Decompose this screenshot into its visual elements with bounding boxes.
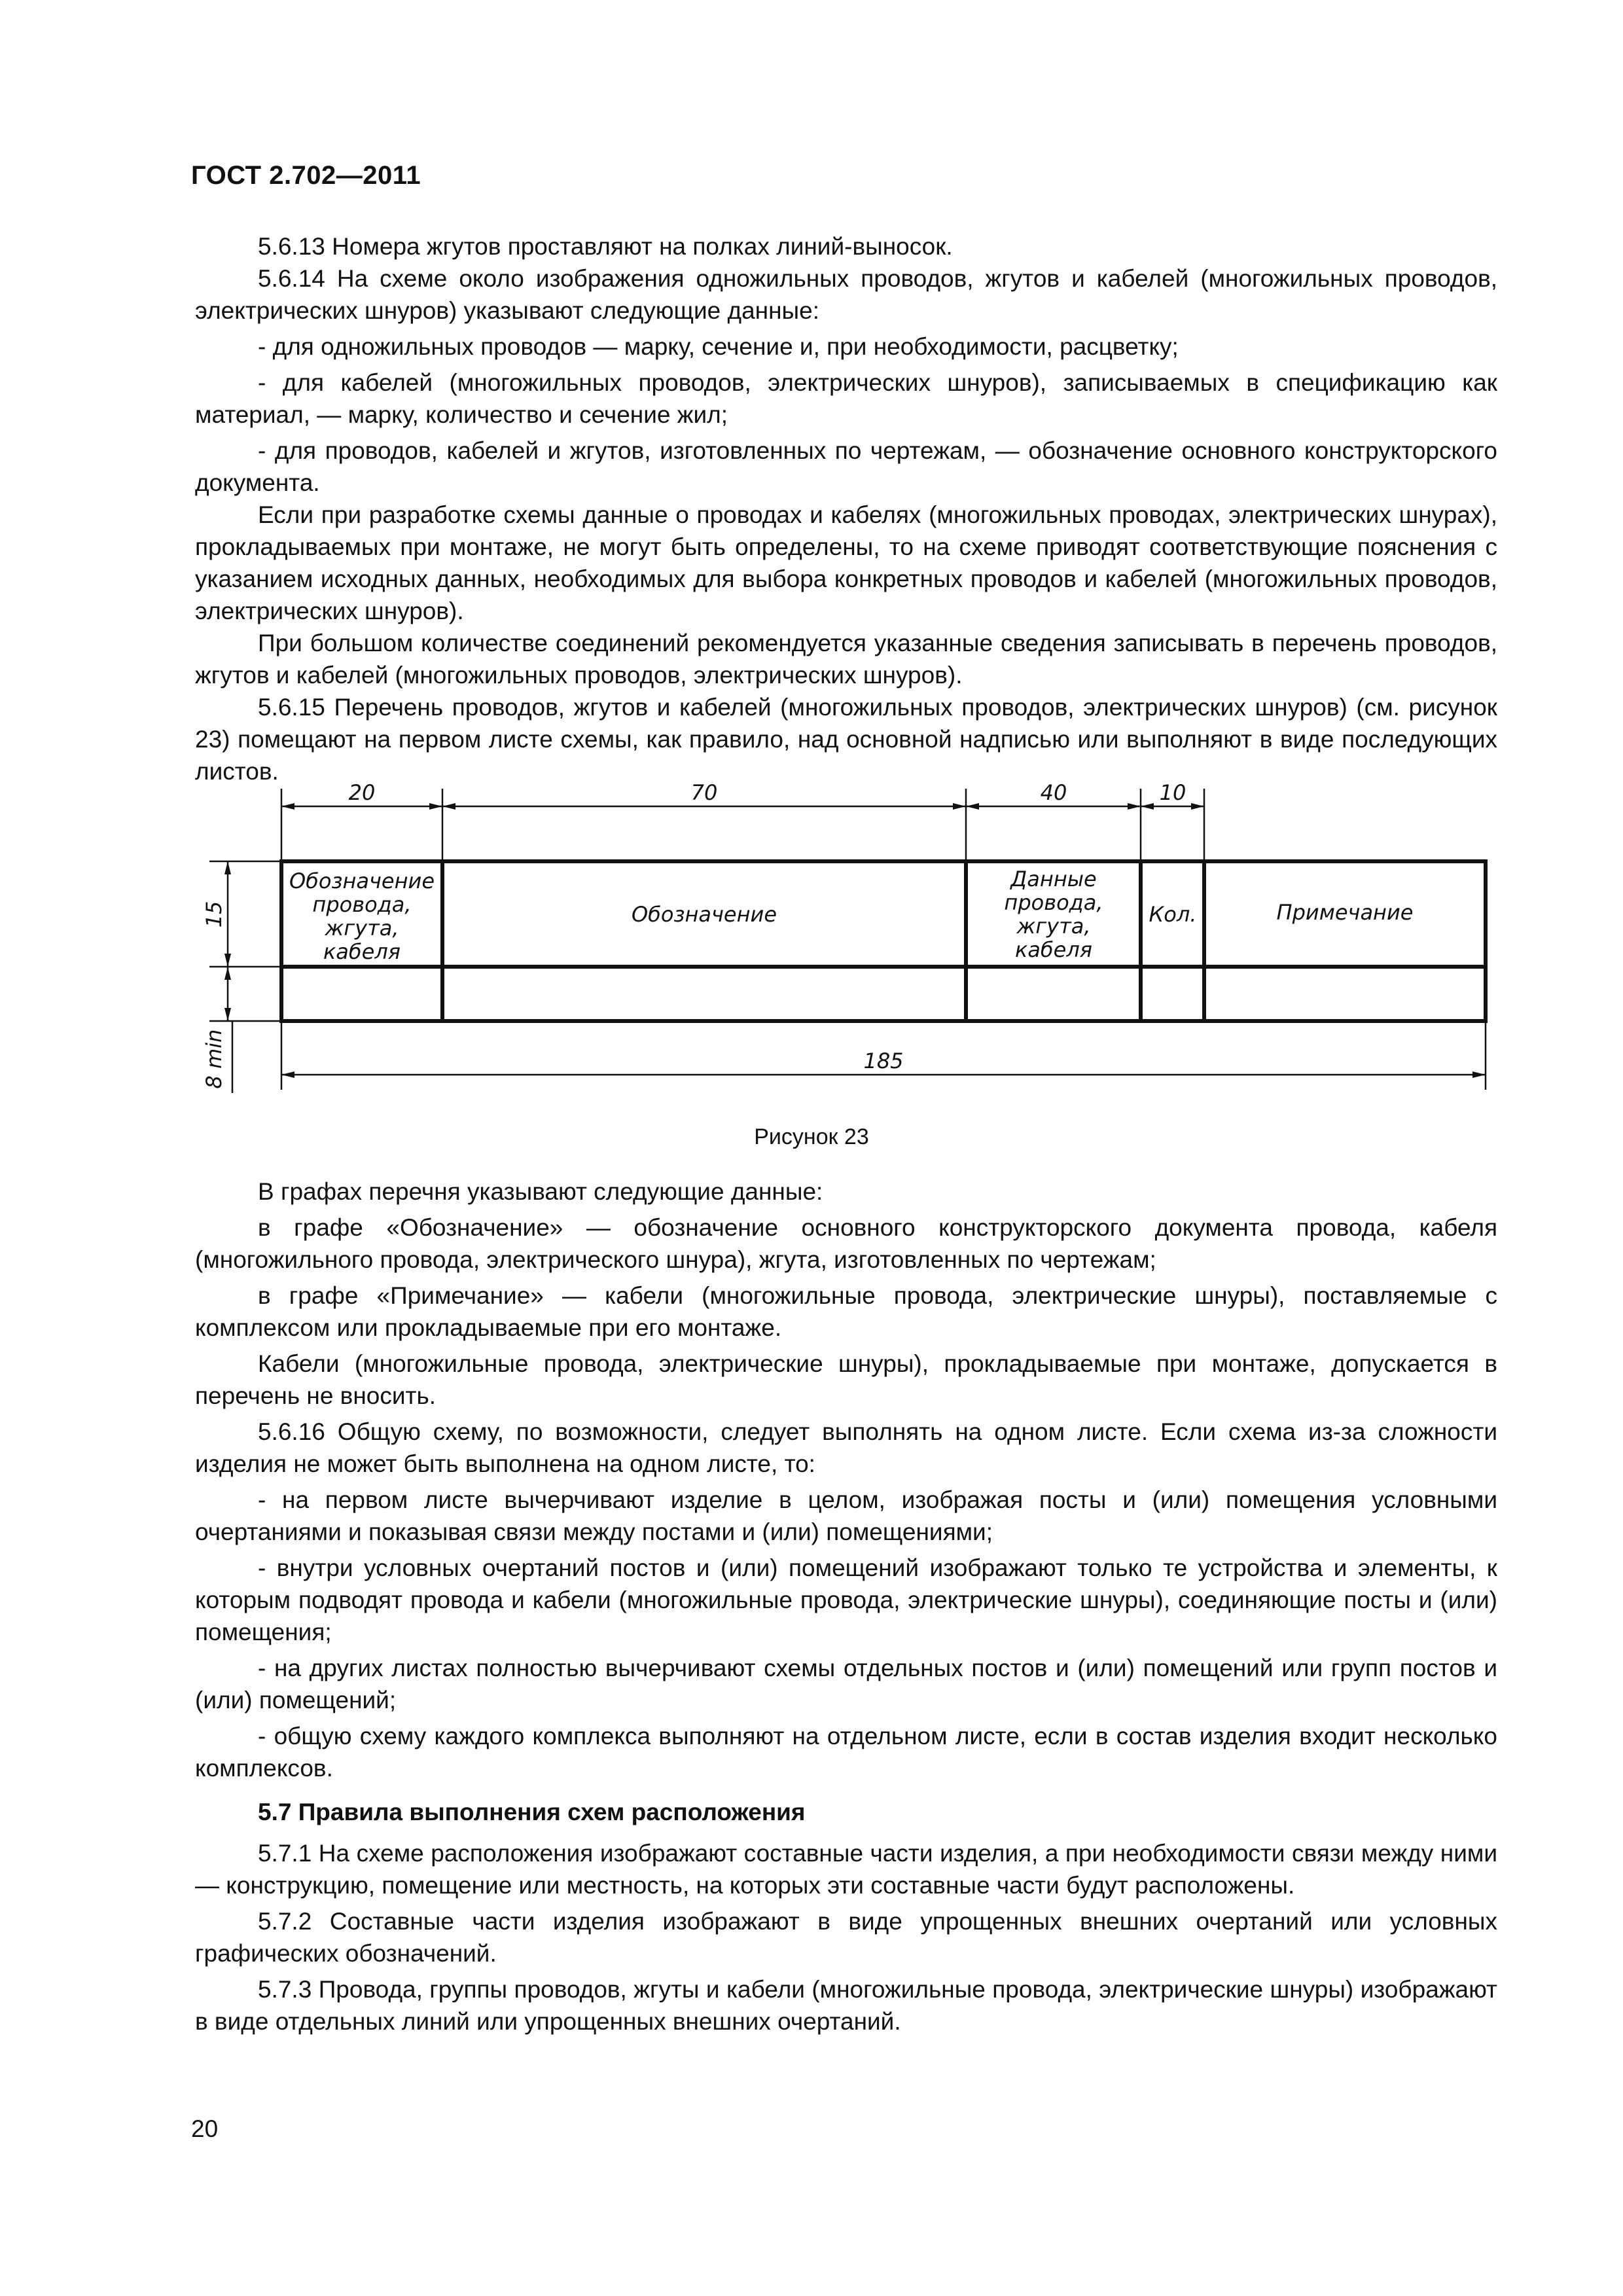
paragraph: - на первом листе вычерчивают изделие в целом, изображая посты и (или) помещения условными очертаниями и показывая связи между постами и (или) помещениями;	[195, 1486, 1497, 1545]
dim-label-col1: 20	[348, 780, 376, 805]
dim-label-total-width: 185	[863, 1049, 904, 1073]
paragraph: При большом количестве соединений рекомендуется указанные сведения записывать в перечень проводов, жгутов и кабелей (многожильных проводов, электрических шнуров).	[195, 630, 1497, 689]
paragraph: 5.6.14 На схеме около изображения одножильных проводов, жгутов и кабелей (многожильных проводов, электрических шнуров) указывают следующие данные:	[195, 265, 1497, 324]
figure-caption: Рисунок 23	[754, 1124, 869, 1149]
paragraph: - для кабелей (многожильных проводов, электрических шнуров), записываемых в спецификацию как материал, — марку, количество и сечение жил;	[195, 369, 1497, 428]
paragraph: - для проводов, кабелей и жгутов, изготовленных по чертежам, — обозначение основного конструкторского документа.	[195, 437, 1497, 496]
dim-label-col4: 10	[1159, 780, 1186, 805]
paragraph: в графе «Обозначение» — обозначение основного конструкторского документа провода, кабеля (многожильного провода, электрического шнура), жгута, изготовленных по чертежам;	[195, 1214, 1497, 1273]
text-block-top	[195, 230, 1497, 787]
header-cell-wire-designation	[289, 869, 435, 964]
dim-label-row-height: 8 min	[202, 1029, 226, 1089]
cell-line: провода,	[312, 892, 412, 917]
paragraph: - на других листах полностью вычерчивают схемы отдельных постов и (или) помещений или групп постов и (или) помещений;	[195, 1655, 1497, 1713]
paragraph: - общую схему каждого комплекса выполняют на отдельном листе, если в состав изделия входит несколько комплексов.	[195, 1723, 1497, 1782]
paragraph: в графе «Примечание» — кабели (многожильные провода, электрические шнуры), поставляемые с комплексом или прокладываемые при его монтаже.	[195, 1282, 1497, 1341]
text-block-bottom	[195, 1175, 1497, 2037]
header-cell-quantity: Кол.	[1149, 902, 1197, 927]
header-cell-note: Примечание	[1276, 900, 1414, 925]
header-cell-wire-data	[1004, 867, 1103, 962]
paragraph: Кабели (многожильные провода, электрические шнуры), прокладываемые при монтаже, допускается в перечень не вносить.	[195, 1350, 1497, 1409]
cell-line: Обозначение	[289, 869, 435, 893]
paragraph: 5.6.15 Перечень проводов, жгутов и кабелей (многожильных проводов, электрических шнуров) (см. рисунок 23) помещают на первом листе схемы, как правило, над основной надписью или выполняют в виде последующих листов.	[195, 694, 1497, 785]
cell-line: кабеля	[1014, 937, 1093, 962]
table-outline	[281, 861, 1486, 1021]
paragraph: - для одножильных проводов — марку, сечение и, при необходимости, расцветку;	[258, 333, 1179, 360]
cell-line: кабеля	[323, 939, 401, 964]
cell-line: жгута,	[1016, 914, 1091, 939]
cell-line: жгута,	[325, 916, 399, 941]
paragraph: В графах перечня указывают следующие данные:	[258, 1178, 823, 1205]
paragraph: 5.7.2 Составные части изделия изображают в виде упрощенных внешних очертаний или условных графических обозначений.	[195, 1908, 1497, 1967]
dim-label-header-height: 15	[202, 901, 226, 928]
paragraph: 5.7.1 На схеме расположения изображают составные части изделия, а при необходимости связи между ними — конструкцию, помещение или местность, на которых эти составные части будут расположены.	[195, 1840, 1497, 1899]
paragraph: 5.6.13 Номера жгутов проставляют на полках линий-выносок.	[258, 233, 953, 260]
paragraph: 5.7.3 Провода, группы проводов, жгуты и кабели (многожильные провода, электрические шнуры) изображают в виде отдельных линий или упрощенных внешних очертаний.	[195, 1976, 1497, 2035]
cell-line: провода,	[1004, 890, 1103, 915]
paragraph: Если при разработке схемы данные о проводах и кабелях (многожильных проводах, электрических шнурах), прокладываемых при монтаже, не могут быть определены, то на схеме приводят соответствующие пояснения с указанием исходных данных, необходимых для выбора конкретных проводов и кабелей (многожильных проводов, электрических шнуров).	[195, 501, 1497, 624]
paragraph: - внутри условных очертаний постов и (или) помещений изображают только те устройства и элементы, к которым подводят провода и кабели (многожильные провода, электрические шнуры), соединяющие посты и (или) помещения;	[195, 1554, 1497, 1645]
dim-label-col2: 70	[690, 780, 718, 805]
section-title: 5.7 Правила выполнения схем расположения	[258, 1799, 806, 1825]
document-header: ГОСТ 2.702—2011	[191, 161, 421, 190]
page-number: 20	[191, 2115, 219, 2142]
cell-line: Данные	[1010, 867, 1097, 891]
header-cell-designation: Обозначение	[631, 902, 777, 927]
dim-label-col3: 40	[1040, 780, 1067, 805]
paragraph: 5.6.16 Общую схему, по возможности, следует выполнять на одном листе. Если схема из-за сложности изделия не может быть выполнена на одном листе, то:	[195, 1418, 1497, 1477]
